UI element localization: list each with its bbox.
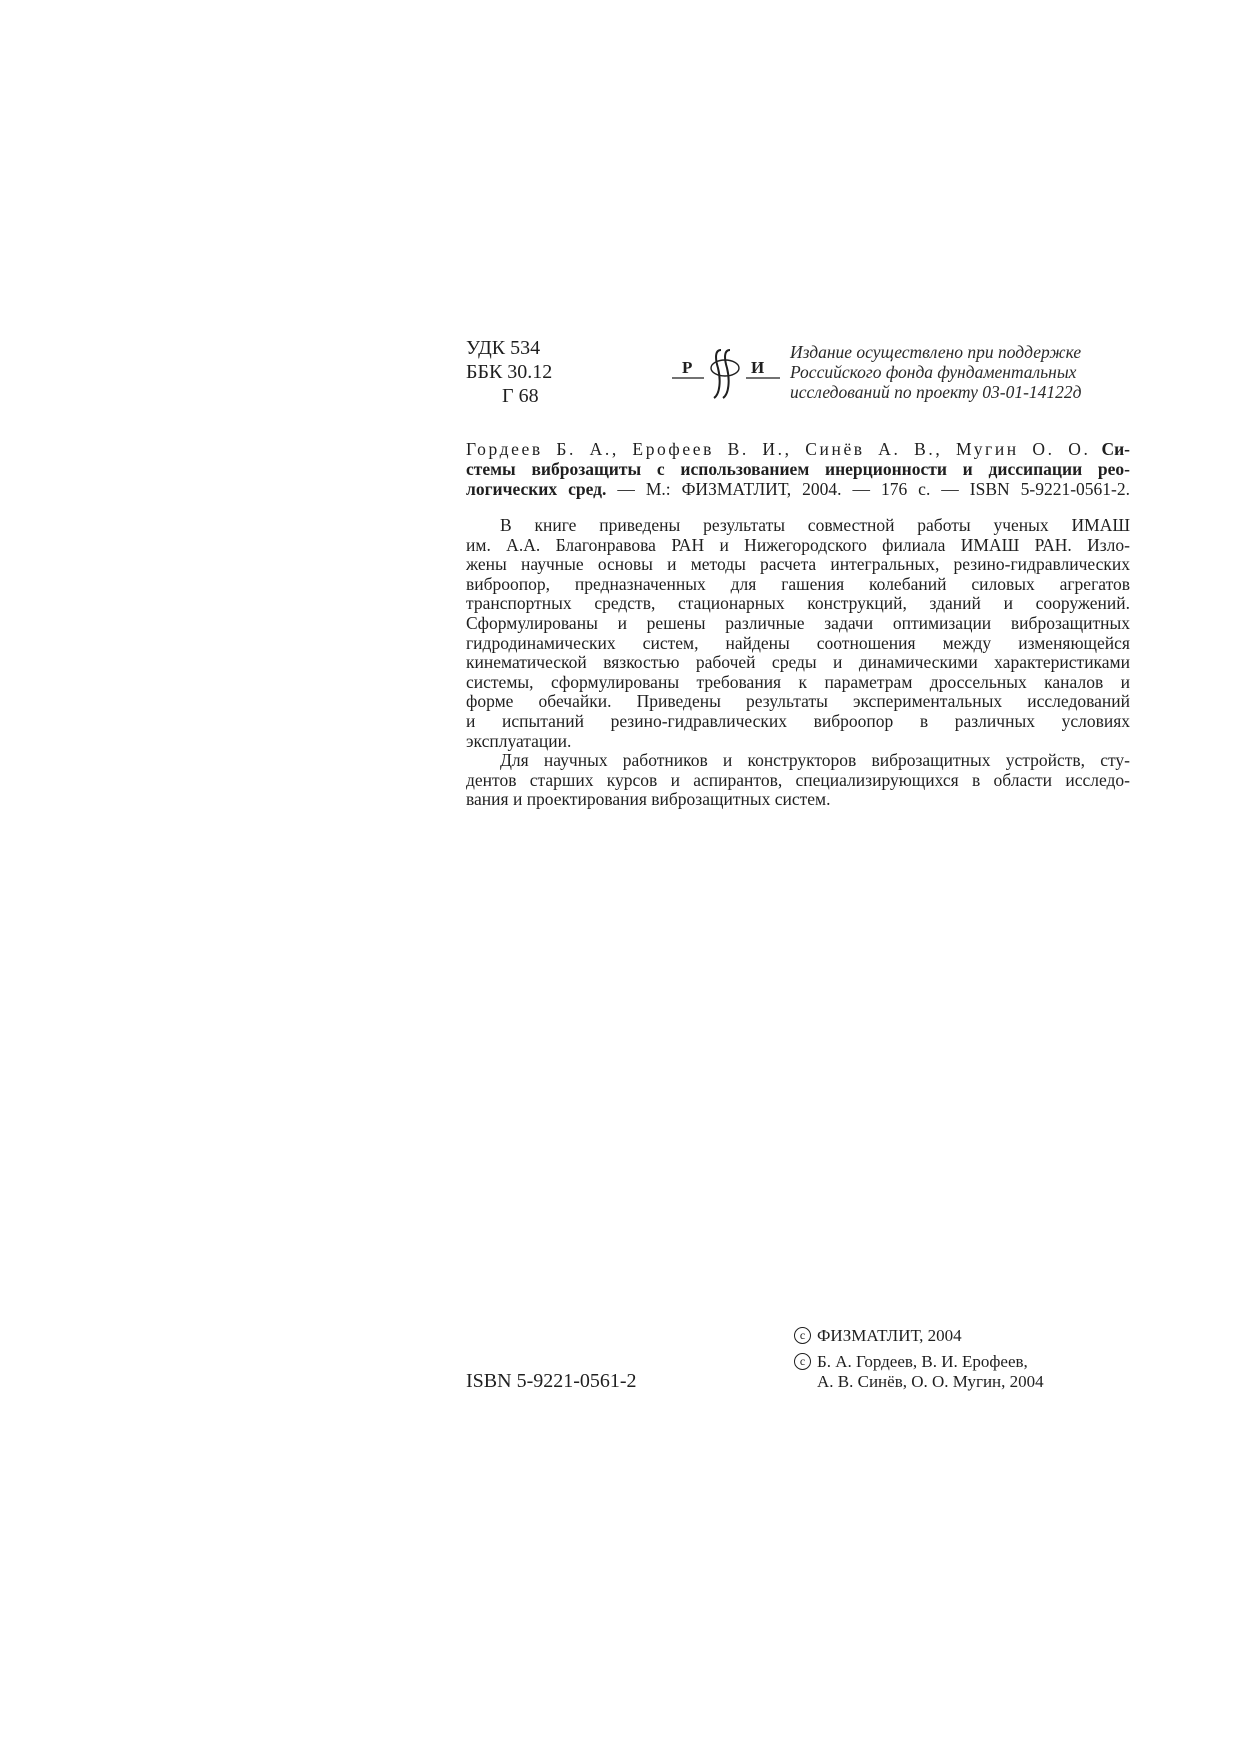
abstract-line: кинематической вязкостью рабочей среды и динамическими характеристиками [466,652,1130,673]
bbk-code: ББК 30.12 [466,361,553,383]
support-note-line: Издание осуществлено при поддержке [790,342,1082,362]
audience-line: Для научных работников и конструкторов виброзащитных устройств, сту- [500,750,1130,771]
abstract-line: Сформулированы и решены различные задачи оптимизации виброзащитных [466,612,1130,633]
book-title-part-3: логических сред. [466,479,607,499]
rffi-logo-letter-i: И [751,358,765,377]
copyright-icon: c [794,1353,811,1370]
author-mark: Г 68 [502,385,539,407]
support-note-line: Российского фонда фундаментальных [790,362,1077,382]
isbn: ISBN 5-9221-0561-2 [466,1370,637,1392]
abstract-line: гидродинамических систем, найдены соотношения между изменяющейся [466,632,1130,653]
imprint: — М.: ФИЗМАТЛИТ, 2004. — 176 с. — ISBN 5-9221-0561-2. [606,479,1130,499]
biblio-line-1 [466,439,1130,459]
abstract-line: транспортных средств, стационарных конструкций, зданий и сооружений. [466,593,1130,614]
book-title-part-2: стемы виброзащиты с использованием инерционности и диссипации рео- [466,459,1130,479]
bibliographic-description [466,439,1130,499]
abstract-line: им. А.А. Благонравова РАН и Нижегородского филиала ИМАШ РАН. Изло- [466,534,1130,555]
copyright-block [794,1326,1044,1398]
abstract-line: и испытаний резино-гидравлических виброопор в различных условиях [466,710,1130,731]
abstract-line: системы, сформулированы требования к параметрам дроссельных каналов и [466,671,1130,692]
abstract-line: эксплуатации. [466,730,572,751]
abstract [466,516,1130,810]
abstract-line: В книге приведены результаты совместной работы ученых ИМАШ [500,515,1130,535]
support-note-line: исследований по проекту 03-01-14122д [790,382,1082,402]
authors: Гордеев Б. А., Ерофеев В. И., Синёв А. В., Мугин О. О. [466,439,1091,459]
audience-line: дентов старших курсов и аспирантов, специализирующихся в области исследо- [466,769,1130,790]
rffi-logo-letter-r: Р [682,358,693,377]
rffi-support-note [790,342,1130,402]
udk-code: УДК 534 [466,337,541,359]
copyright-authors-line: А. В. Синёв, О. О. Мугин, 2004 [817,1372,1044,1391]
classification-block [466,336,552,408]
abstract-line: форме обечайки. Приведены результаты экспериментальных исследований [466,691,1130,712]
rffi-logo [672,346,782,402]
book-title-part-1: Си- [1101,439,1131,459]
copyright-authors [794,1352,1044,1392]
abstract-line: виброопор, предназначенных для гашения колебаний силовых агрегатов [466,573,1130,594]
biblio-line-3 [466,479,1130,499]
copyright-publisher-text: ФИЗМАТЛИТ, 2004 [817,1326,962,1345]
copyright-authors-line: Б. А. Гордеев, В. И. Ерофеев, [817,1352,1028,1371]
copyright-publisher [794,1326,1044,1346]
abstract-line: жены научные основы и методы расчета интегральных, резино-гидравлических [466,554,1130,575]
copyright-icon: c [794,1327,811,1344]
audience-line: вания и проектирования виброзащитных систем. [466,789,831,810]
